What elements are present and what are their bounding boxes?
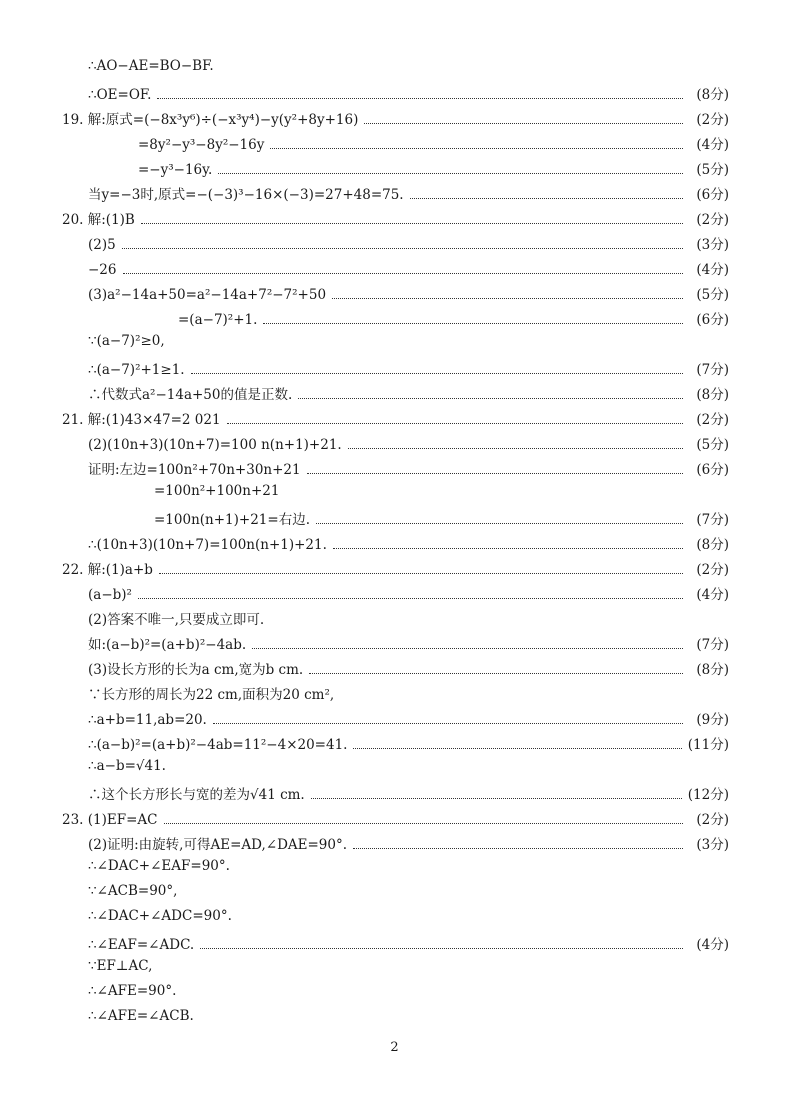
score-label: (7分): [696, 512, 729, 528]
dot-leader: [309, 673, 683, 674]
line-text: ∴a+b=11,ab=20.: [88, 712, 207, 728]
score-label: (8分): [696, 387, 729, 403]
solution-line: [88, 608, 729, 630]
dot-leader: [227, 423, 683, 424]
score-label: (4分): [696, 587, 729, 603]
line-text: (2)答案不唯一,只要成立即可.: [88, 612, 265, 628]
solution-line: [62, 558, 729, 580]
solution-line: [88, 908, 729, 930]
solution-line: [88, 683, 729, 705]
dot-leader: [164, 823, 684, 824]
solution-line: [88, 458, 729, 480]
line-text: ∴代数式a²−14a+50的值是正数.: [88, 387, 293, 403]
dot-leader: [213, 723, 683, 724]
line-text: 19. 解:原式=(−8x³y⁶)÷(−x³y⁴)−y(y²+8y+16): [62, 112, 359, 128]
solution-line: [88, 533, 729, 555]
line-text: =−y³−16y.: [138, 162, 213, 178]
dot-leader: [353, 748, 681, 749]
solution-line: [88, 233, 729, 255]
score-label: (7分): [696, 637, 729, 653]
line-text: (2)证明:由旋转,可得AE=AD,∠DAE=90°.: [88, 837, 348, 853]
line-text: ∴这个长方形长与宽的差为√41 cm.: [88, 787, 305, 803]
line-text: (3)a²−14a+50=a²−14a+7²−7²+50: [88, 287, 327, 303]
line-text: 22. 解:(1)a+b: [62, 562, 153, 578]
score-label: (8分): [696, 662, 729, 678]
line-text: ∴∠AFE=∠ACB.: [88, 1008, 194, 1024]
solution-line: [88, 333, 729, 355]
dot-leader: [311, 798, 682, 799]
solution-line: [88, 433, 729, 455]
dot-leader: [270, 148, 683, 149]
solution-line: [88, 833, 729, 855]
dot-leader: [263, 323, 683, 324]
solution-line: [154, 508, 729, 530]
dot-leader: [252, 648, 683, 649]
dot-leader: [332, 298, 683, 299]
dot-leader: [364, 123, 683, 124]
dot-leader: [141, 223, 683, 224]
solution-line: [88, 283, 729, 305]
dot-leader: [218, 173, 683, 174]
score-label: (2分): [696, 412, 729, 428]
solution-line: [88, 183, 729, 205]
line-text: (2)(10n+3)(10n+7)=100 n(n+1)+21.: [88, 437, 342, 453]
line-text: 23. (1)EF=AC: [62, 812, 158, 828]
score-label: (12分): [687, 787, 729, 803]
line-text: ∴AO−AE=BO−BF.: [88, 58, 214, 74]
score-label: (5分): [696, 437, 729, 453]
solution-line: [138, 158, 729, 180]
score-label: (7分): [696, 362, 729, 378]
line-text: =8y²−y³−8y²−16y: [138, 137, 265, 153]
solution-line: [88, 933, 729, 955]
score-label: (5分): [696, 162, 729, 178]
line-text: ∴(a−b)²=(a+b)²−4ab=11²−4×20=41.: [88, 737, 348, 753]
solution-line: [88, 58, 729, 80]
solution-line: [88, 383, 729, 405]
line-text: (3)设长方形的长为a cm,宽为b cm.: [88, 662, 304, 678]
solution-line: [88, 958, 729, 980]
line-text: ∴a−b=√41.: [88, 758, 166, 774]
line-text: ∴∠DAC+∠EAF=90°.: [88, 858, 230, 874]
score-label: (4分): [696, 137, 729, 153]
line-text: 当y=−3时,原式=−(−3)³−16×(−3)=27+48=75.: [88, 187, 404, 203]
solution-line: [88, 358, 729, 380]
solution-line: [88, 783, 729, 805]
solution-line: [88, 733, 729, 755]
page-number: 2: [390, 1040, 399, 1055]
line-text: (2)5: [88, 237, 116, 253]
solution-line: [88, 858, 729, 880]
solution-line: [62, 208, 729, 230]
score-label: (6分): [696, 187, 729, 203]
dot-leader: [138, 598, 683, 599]
dot-leader: [123, 273, 684, 274]
solution-line: [154, 483, 729, 505]
score-label: (4分): [696, 262, 729, 278]
score-label: (8分): [696, 537, 729, 553]
line-text: ∴OE=OF.: [88, 87, 152, 103]
solution-line: [88, 1008, 729, 1030]
solution-line: [62, 808, 729, 830]
line-text: ∴∠EAF=∠ADC.: [88, 937, 195, 953]
line-text: ∴(a−7)²+1≥1.: [88, 362, 185, 378]
score-label: (2分): [696, 212, 729, 228]
line-text: =(a−7)²+1.: [178, 312, 258, 328]
line-text: 20. 解:(1)B: [62, 212, 135, 228]
line-text: 如:(a−b)²=(a+b)²−4ab.: [88, 637, 247, 653]
solution-line: [88, 758, 729, 780]
line-text: ∴(10n+3)(10n+7)=100n(n+1)+21.: [88, 537, 327, 553]
solution-line: [88, 83, 729, 105]
line-text: ∵∠ACB=90°,: [88, 883, 178, 899]
line-text: =100n(n+1)+21=右边.: [154, 512, 310, 528]
line-text: ∵EF⊥AC,: [88, 958, 153, 974]
solution-line: [88, 658, 729, 680]
score-label: (2分): [696, 812, 729, 828]
dot-leader: [157, 98, 683, 99]
score-label: (3分): [696, 837, 729, 853]
solution-line: [88, 883, 729, 905]
line-text: =100n²+100n+21: [154, 483, 280, 499]
score-label: (2分): [696, 112, 729, 128]
dot-leader: [200, 948, 683, 949]
dot-leader: [159, 573, 683, 574]
line-text: ∴∠DAC+∠ADC=90°.: [88, 908, 232, 924]
solution-line: [88, 583, 729, 605]
score-label: (9分): [696, 712, 729, 728]
score-label: (6分): [696, 312, 729, 328]
dot-leader: [122, 248, 683, 249]
dot-leader: [348, 448, 683, 449]
line-text: ∴∠AFE=90°.: [88, 983, 177, 999]
solution-line: [178, 308, 729, 330]
solution-line: [88, 258, 729, 280]
score-label: (4分): [696, 937, 729, 953]
score-label: (6分): [696, 462, 729, 478]
score-label: (2分): [696, 562, 729, 578]
dot-leader: [410, 198, 683, 199]
solution-line: [62, 408, 729, 430]
solution-line: [138, 133, 729, 155]
solution-line: [88, 633, 729, 655]
solution-line: [88, 708, 729, 730]
score-label: (11分): [687, 737, 729, 753]
line-text: −26: [88, 262, 117, 278]
score-label: (5分): [696, 287, 729, 303]
line-text: 21. 解:(1)43×47=2 021: [62, 412, 221, 428]
solution-line: [62, 108, 729, 130]
line-text: 证明:左边=100n²+70n+30n+21: [88, 462, 301, 478]
dot-leader: [298, 398, 683, 399]
line-text: ∵长方形的周长为22 cm,面积为20 cm²,: [88, 687, 335, 703]
score-label: (3分): [696, 237, 729, 253]
dot-leader: [353, 848, 683, 849]
line-text: ∵(a−7)²≥0,: [88, 333, 165, 349]
line-text: (a−b)²: [88, 587, 132, 603]
dot-leader: [333, 548, 683, 549]
score-label: (8分): [696, 87, 729, 103]
dot-leader: [307, 473, 683, 474]
dot-leader: [191, 373, 683, 374]
solution-line: [88, 983, 729, 1005]
dot-leader: [316, 523, 683, 524]
